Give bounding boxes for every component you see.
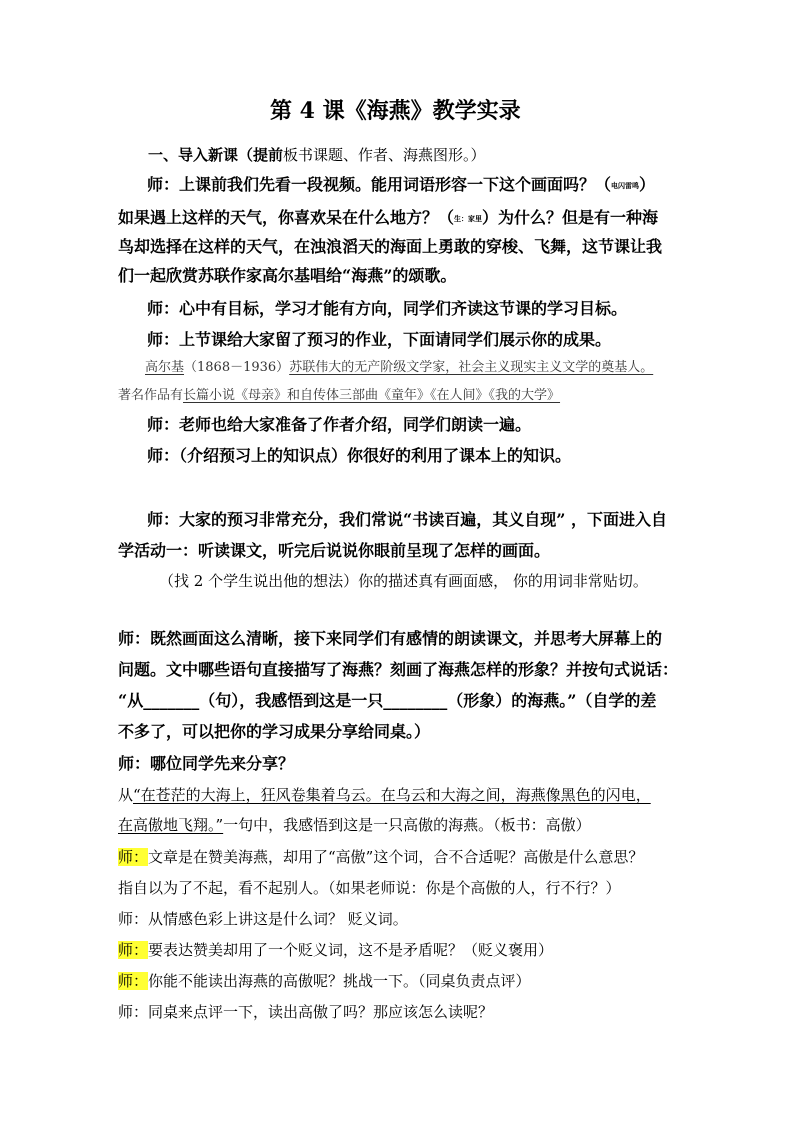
paragraph-line: 不多了，可以把你的学习成果分享给同桌。） — [118, 722, 431, 741]
speaker-highlight: 师： — [118, 941, 149, 959]
note: 电闪雷鸣 — [611, 181, 640, 190]
paragraph-line: 师：同桌来点评一下，读出高傲了吗？那应该怎么读呢？ — [118, 1003, 494, 1021]
paragraph-line — [118, 943, 553, 958]
paragraph-line: 师：上节课给大家留了预习的作业，下面请同学们展示你的成果。 — [147, 330, 612, 349]
paragraph-line — [118, 850, 643, 865]
paragraph-line: 师：（介绍预习上的知识点）你很好的利用了课本上的知识。 — [147, 446, 572, 465]
text: 要表达赞美却用了一个贬义词，这不是矛盾呢？（贬义褒用） — [148, 941, 554, 959]
paragraph-line: 师：哪位同学先来分享？ — [118, 754, 295, 773]
text: 著名作品有 — [118, 388, 184, 403]
text: 从 — [118, 786, 134, 804]
text-line: 师：上课前我们先看一段视频。能用词语形容一下这个画面吗？（ — [147, 175, 612, 194]
paragraph-line: 师：大家的预习非常充分，我们常说“书读百遍，其义自现” ，下面进入自 — [147, 510, 667, 529]
paragraph-line: （找 2 个学生说出他的想法）你的描述真有画面感， 你的用词非常贴切。 — [159, 572, 648, 590]
paragraph-line: 指自以为了不起，看不起别人。（如果老师说：你是个高傲的人，行不行？） — [118, 879, 621, 897]
section-heading-rest: 板书课题、作者、海燕图形。） — [283, 146, 486, 164]
section-heading — [148, 148, 486, 163]
text: ）为什么？但是有一种海 — [482, 208, 659, 227]
paragraph-line — [118, 818, 591, 833]
paragraph-line — [118, 210, 658, 226]
text: ） — [639, 175, 656, 194]
paragraph-line: 师：从情感色彩上讲这是什么词？ 贬义词。 — [118, 910, 408, 928]
paragraph-line: 们一起欣赏苏联作家高尔基唱给“海燕”的颂歌。 — [118, 266, 457, 285]
author-name: 高尔基 — [145, 360, 185, 375]
author-works: 长篇小说《母亲》和自传体三部曲《童年》《在人间》《我的大学》 — [183, 388, 561, 403]
quote: “在苍茫的大海上，狂风卷集着乌云。在乌云和大海之间，海燕像黑色的闪电， — [133, 786, 651, 804]
paragraph-line: 问题。文中哪些语句直接描写了海燕？刻画了海燕怎样的形象？并按句式说话： — [118, 660, 679, 679]
text: 如果遇上这样的天气，你喜欢呆在什么地方？（ — [118, 208, 455, 227]
paragraph-line: 师：老师也给大家准备了作者介绍，同学们朗读一遍。 — [147, 415, 532, 434]
note: 生：家里 — [454, 214, 483, 223]
text: 你能不能读出海燕的高傲呢？挑战一下。（同桌负责点评） — [148, 972, 531, 990]
section-heading-bold: 一、导入新课（提前 — [148, 146, 284, 164]
author-desc: 苏联伟大的无产阶级文学家，社会主义现实主义文学的奠基人。 — [289, 360, 654, 375]
author-dates: （1868－1936） — [184, 360, 290, 375]
speaker-highlight: 师： — [118, 848, 149, 866]
paragraph-line: 师：心中有目标，学习才能有方向，同学们齐读这节课的学习目标。 — [147, 299, 628, 318]
speaker-highlight: 师： — [118, 972, 149, 990]
paragraph-line — [118, 974, 531, 989]
paragraph-line: 鸟却选择在这样的天气，在浊浪滔天的海面上勇敢的穿梭、飞舞，这节课让我 — [118, 237, 663, 256]
paragraph-line — [118, 788, 651, 803]
author-intro-line — [145, 361, 653, 374]
paragraph-line — [147, 177, 655, 193]
page-title: 第 4 课《海燕》教学实录 — [270, 98, 521, 124]
paragraph-line: “从_______（句），我感悟到这是一只________（形象）的海燕。”（自学的差 — [118, 691, 657, 710]
paragraph-line: 师：既然画面这么清晰，接下来同学们有感情的朗读课文，并思考大屏幕上的 — [118, 629, 663, 648]
paragraph-line: 学活动一：听读课文，听完后说说你眼前呈现了怎样的画面。 — [118, 541, 551, 560]
text: 文章是在赞美海燕，却用了“高傲”这个词，合不合适呢？高傲是什么意思？ — [148, 848, 644, 866]
quote: 在高傲地飞翔。” — [118, 816, 224, 834]
author-intro-line — [118, 389, 560, 402]
text: 一句中，我感悟到这是一只高傲的海燕。（板书：高傲） — [223, 816, 591, 834]
